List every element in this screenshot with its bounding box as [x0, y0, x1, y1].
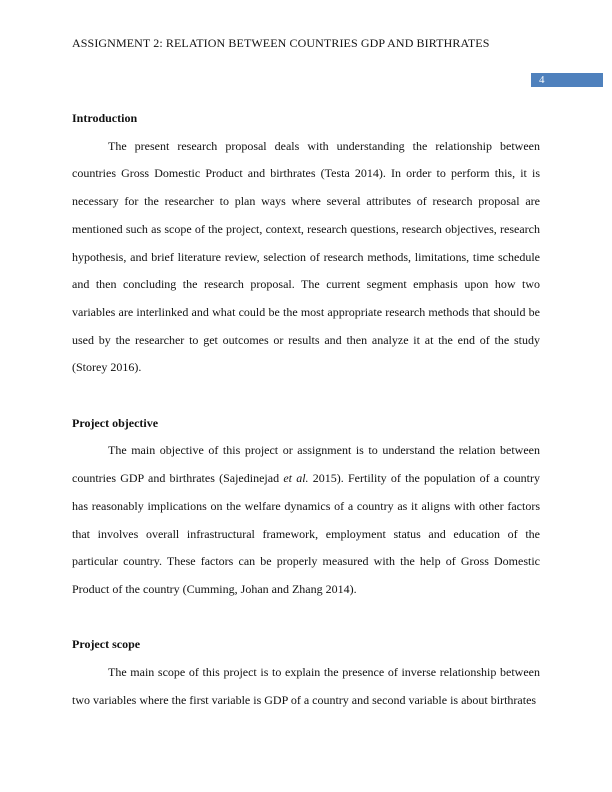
objective-text-part-1: The main objective of this project or assignment is to understand the relation between countries GDP and birthrates (Sajedinejad — [72, 443, 540, 486]
section-spacer — [72, 382, 540, 410]
objective-italic-citation: et al. — [283, 471, 309, 486]
section-heading-scope: Project scope — [72, 637, 141, 652]
document-body — [72, 105, 540, 714]
page-number-badge — [531, 73, 603, 87]
objective-text-part-2: 2015). Fertility of the population of a country has reasonably implications on the welfare dynamics of a country as it aligns with other factors that involves overall infrastructural framework, employment status and education of the particular country. These factors can be properly measured with the help of Gross Domestic Product of the country (Cumming, Johan and Zhang 2014). — [72, 471, 541, 596]
section-heading-objective: Project objective — [72, 415, 159, 430]
running-header: ASSIGNMENT 2: RELATION BETWEEN COUNTRIES GDP AND BIRTHRATES — [72, 36, 490, 50]
objective-paragraph — [72, 437, 540, 603]
scope-paragraph: The main scope of this project is to explain the presence of inverse relationship between two variables where the first variable is GDP of a country and second variable is about birthrates — [72, 665, 540, 707]
introduction-paragraph: The present research proposal deals with understanding the relationship between countries Gross Domestic Product and birthrates (Testa 2014). In order to perform this, it is necessary for the researcher to plan ways where several attributes of research proposal are mentioned such as scope of the project, context, research questions, research objectives, research hypothesis, and brief literature review, selection of research methods, limitations, time schedule and then concluding the research proposal. The current segment emphasis upon how two variables are interlinked and what could be the most appropriate research methods that should be used by the researcher to get outcomes or results and then analyze it at the end of the study (Storey 2016). — [72, 138, 540, 375]
section-spacer — [72, 604, 540, 632]
section-heading-introduction: Introduction — [72, 111, 138, 125]
page-number: 4 — [539, 74, 545, 86]
